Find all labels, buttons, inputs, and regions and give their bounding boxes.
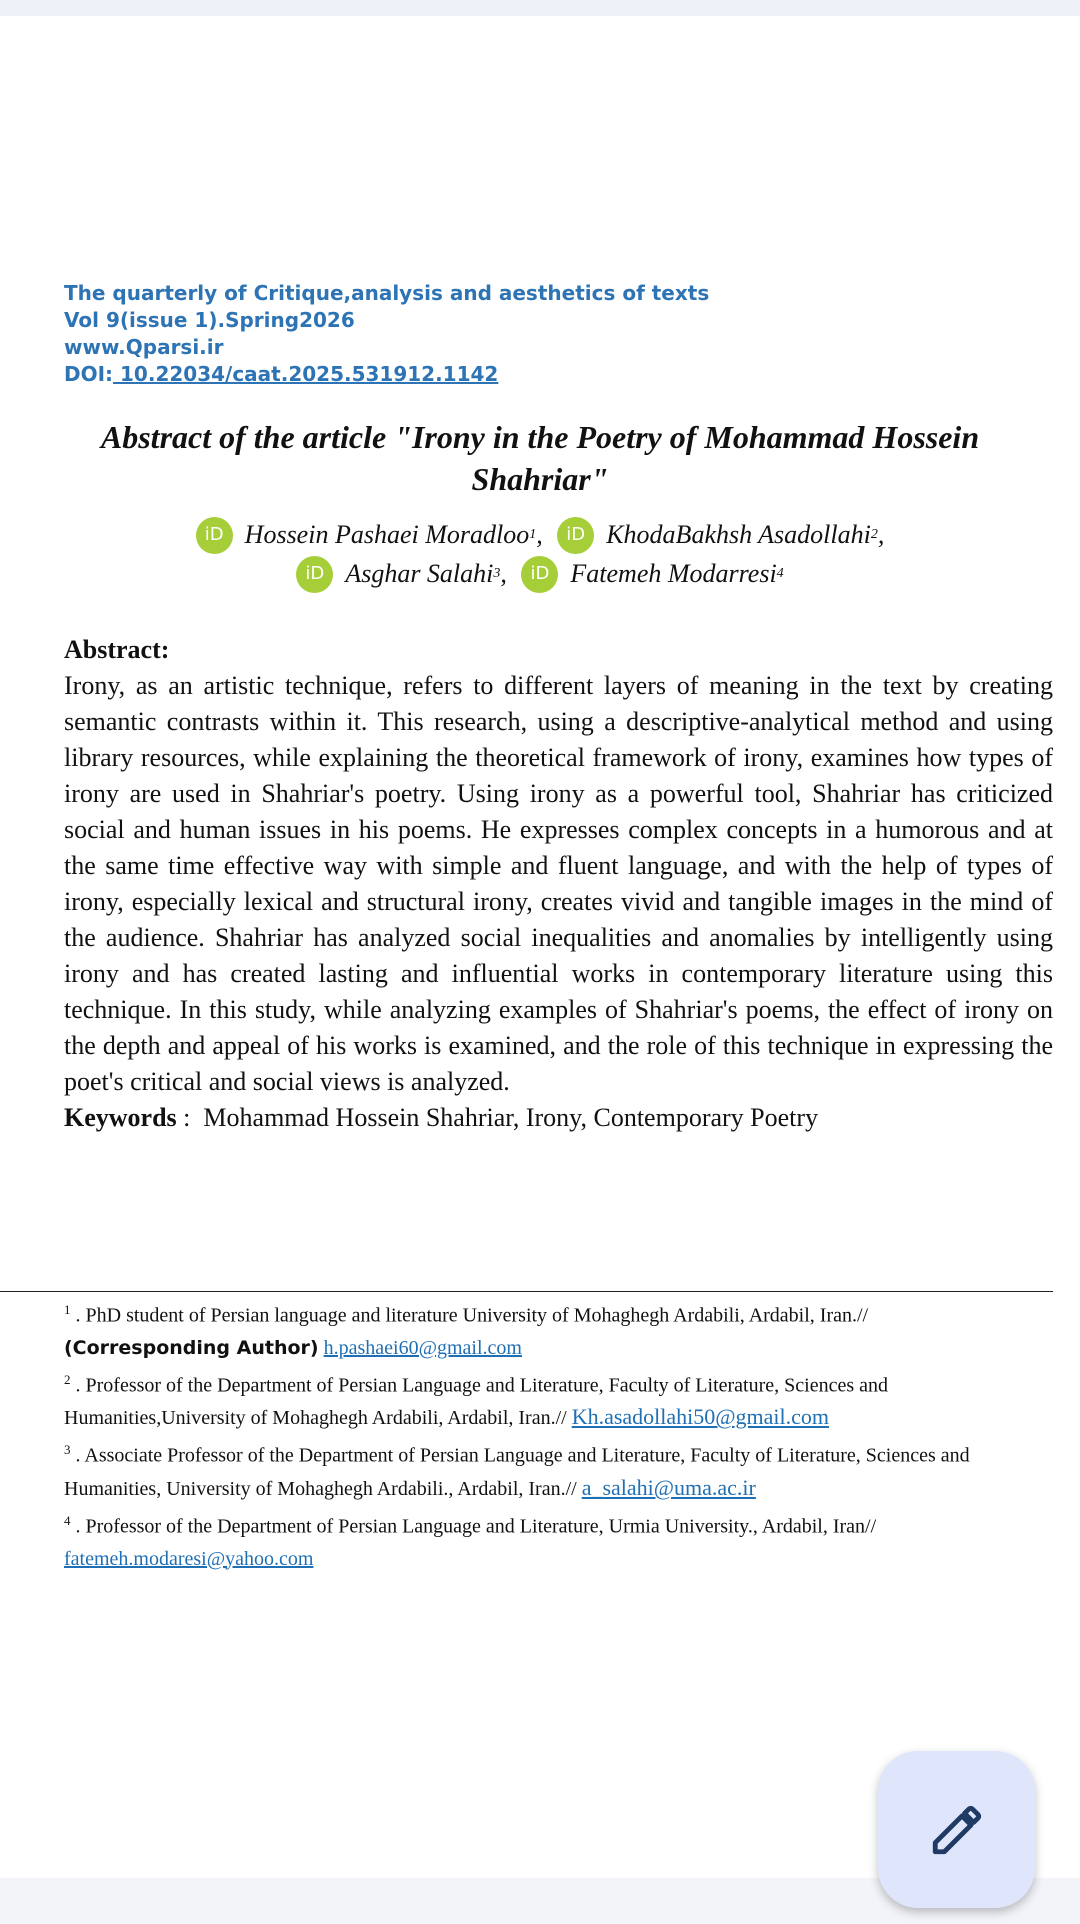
doi-label: DOI:	[64, 362, 114, 386]
author-item	[557, 516, 884, 554]
author-item	[196, 516, 543, 554]
footnote-text: . Professor of the Department of Persian Language and Literature, Urmia University., Ardabil, Iran//	[70, 1515, 877, 1538]
footnote-email-link[interactable]: h.pashaei60@gmail.com	[323, 1336, 522, 1359]
orcid-icon[interactable]: iD	[296, 556, 333, 593]
abstract-text: Irony, as an artistic technique, refers to different layers of meaning in the text by creating semantic contrasts within it. This research, using a descriptive-analytical method and using library resources, while explaining the theoretical framework of irony, examines how types of irony are used in Shahriar's poetry. Using irony as a powerful tool, Shahriar has criticized social and human issues in his poems. He expresses complex concepts in a humorous and at the same time effective way with simple and fluent language, and with the help of types of irony, especially lexical and structural irony, creates vivid and tangible images in the mind of the audience. Shahriar has analyzed social inequalities and anomalies by intelligently using irony and has created lasting and influential works in contemporary literature using this technique. In this study, while analyzing examples of Shahriar's poems, the effect of irony on the depth and appeal of his works is examined, and the role of this technique in expressing the poet's critical and social views is analyzed.	[64, 671, 1053, 1096]
footnote-text: . PhD student of Persian language and literature University of Mohaghegh Ardabili, Ardabil, Iran.//	[70, 1304, 869, 1327]
footnote-divider	[0, 1291, 1053, 1292]
footnote-text: . Professor of the Department of Persian Language and Literature, Faculty of Literature, Sciences and Humanities,University of Mohaghegh Ardabili, Ardabil, Iran.//	[64, 1374, 888, 1430]
article-title: Abstract of the article "Irony in the Poetry of Mohammad Hossein Shahriar"	[100, 419, 980, 497]
footnote-email-link[interactable]: Kh.asadollahi50@gmail.com	[571, 1404, 830, 1430]
author-affiliation-number: 2	[870, 527, 878, 542]
journal-volume: Vol 9(issue 1).Spring2026	[64, 308, 355, 332]
orcid-icon[interactable]: iD	[557, 517, 594, 554]
author-name: Fatemeh Modarresi	[570, 559, 777, 588]
author-affiliation-number: 4	[776, 566, 784, 581]
journal-website[interactable]: www.Qparsi.ir	[64, 335, 224, 359]
author-separator: ,	[500, 559, 507, 588]
top-status-strip	[0, 0, 1080, 16]
author-separator: ,	[877, 520, 885, 549]
author-item	[521, 555, 783, 593]
author-separator: ,	[536, 520, 543, 549]
keywords-separator: :	[176, 1103, 204, 1132]
footnote-text: . Associate Professor of the Department of Persian Language and Literature, Faculty of Literature, Sciences and Humanities, University of Mohaghegh Ardabili., Ardabil, Iran.//	[64, 1444, 970, 1500]
keywords-label: Keywords	[64, 1103, 177, 1132]
footnote-item	[64, 1505, 1054, 1575]
footnote-email-link[interactable]: fatemeh.modaresi@yahoo.com	[64, 1547, 314, 1570]
journal-title: The quarterly of Critique,analysis and aesthetics of texts	[64, 281, 710, 305]
footnote-item	[64, 1364, 1054, 1435]
orcid-icon[interactable]: iD	[521, 556, 558, 593]
footnote-item	[64, 1434, 1054, 1505]
footnote-email-link[interactable]: a_salahi@uma.ac.ir	[581, 1474, 756, 1500]
footnote-number: 1	[64, 1302, 71, 1317]
keywords-line	[64, 1100, 1053, 1136]
footnote-item	[64, 1294, 1054, 1364]
footnote-number: 2	[64, 1371, 71, 1387]
author-name: KhodaBakhsh Asadollahi	[606, 520, 871, 549]
corresponding-author-label: (Corresponding Author)	[64, 1336, 319, 1359]
pencil-icon	[928, 1801, 986, 1859]
author-name: Hossein Pashaei Moradloo	[244, 520, 530, 549]
doi-link[interactable]: 10.22034/caat.2025.531912.1142	[113, 362, 499, 386]
author-affiliation-number: 1	[529, 527, 537, 542]
orcid-icon[interactable]: iD	[196, 517, 233, 554]
author-affiliation-number: 3	[493, 566, 501, 581]
author-item	[296, 555, 507, 593]
authors-line-1	[0, 513, 1080, 554]
abstract-heading: Abstract:	[64, 635, 170, 664]
footnote-number: 3	[64, 1442, 71, 1458]
keywords-value: Mohammad Hossein Shahriar, Irony, Contemporary Poetry	[203, 1103, 819, 1132]
authors-line-2	[0, 552, 1080, 593]
abstract-section	[64, 632, 1053, 1136]
edit-fab-button[interactable]	[878, 1751, 1035, 1908]
footnotes	[64, 1294, 1054, 1575]
journal-doi	[64, 361, 709, 388]
footnote-number: 4	[64, 1512, 71, 1528]
author-name: Asghar Salahi	[345, 559, 494, 588]
journal-header	[64, 280, 709, 388]
